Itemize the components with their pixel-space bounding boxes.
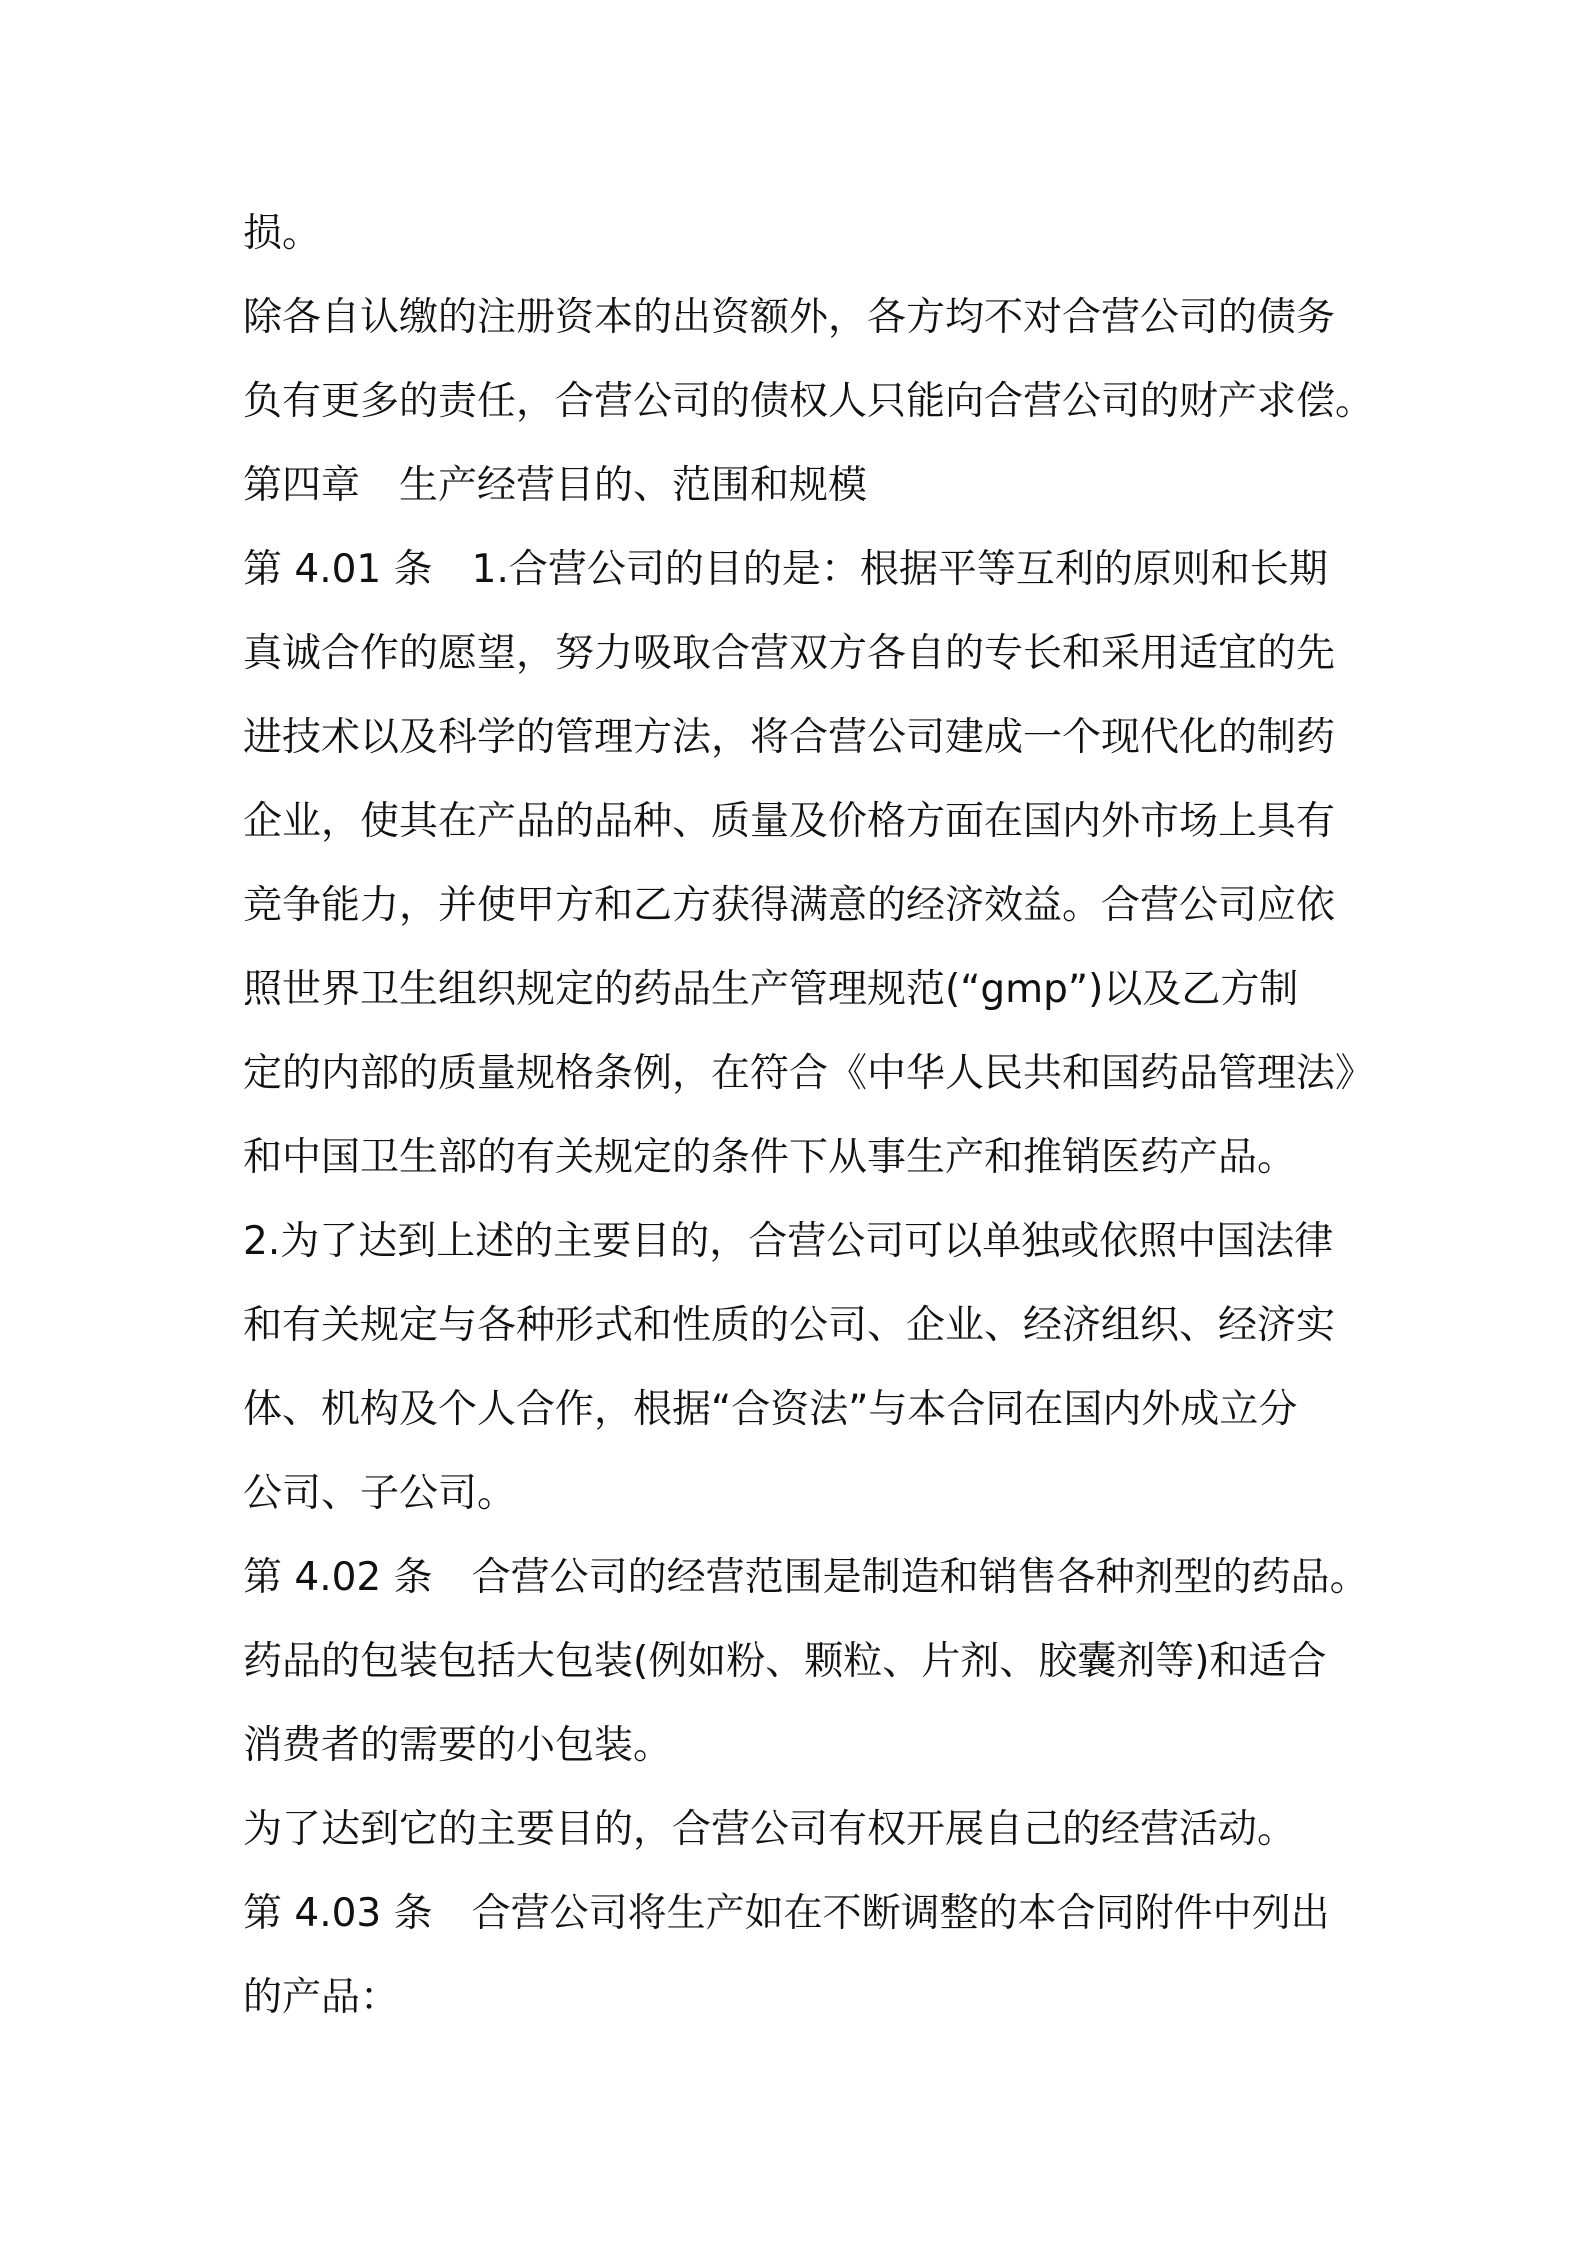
text-line: 体、机构及个人合作，根据“合资法”与本合同在国内外成立分 xyxy=(243,1387,1298,1432)
article-4-03-line: 第 4.03 条 合营公司将生产如在不断调整的本合同附件中列出 xyxy=(243,1891,1330,1936)
text-line: 损。 xyxy=(243,211,322,256)
text-line: 定的内部的质量规格条例，在符合《中华人民共和国药品管理法》 xyxy=(243,1051,1375,1096)
text-line: 企业，使其在产品的品种、质量及价格方面在国内外市场上具有 xyxy=(243,799,1336,844)
text-line: 竞争能力，并使甲方和乙方获得满意的经济效益。合营公司应依 xyxy=(243,883,1336,928)
article-4-02-line: 第 4.02 条 合营公司的经营范围是制造和销售各种剂型的药品。 xyxy=(243,1555,1369,1600)
text-line: 公司、子公司。 xyxy=(243,1471,517,1516)
contract-text xyxy=(243,192,1373,2040)
text-line: 照世界卫生组织规定的药品生产管理规范(“gmp”)以及乙方制 xyxy=(243,967,1299,1012)
text-line: 的产品： xyxy=(243,1975,400,2020)
text-line: 真诚合作的愿望，努力吸取合营双方各自的专长和采用适宜的先 xyxy=(243,631,1336,676)
text-line: 和有关规定与各种形式和性质的公司、企业、经济组织、经济实 xyxy=(243,1303,1336,1348)
chapter-heading: 第四章 生产经营目的、范围和规模 xyxy=(243,463,868,508)
text-line: 除各自认缴的注册资本的出资额外，各方均不对合营公司的债务 xyxy=(243,295,1336,340)
text-line: 药品的包装包括大包装(例如粉、颗粒、片剂、胶囊剂等)和适合 xyxy=(243,1639,1327,1684)
text-line: 为了达到它的主要目的，合营公司有权开展自己的经营活动。 xyxy=(243,1807,1297,1852)
text-line: 2.为了达到上述的主要目的，合营公司可以单独或依照中国法律 xyxy=(243,1219,1334,1264)
text-line: 和中国卫生部的有关规定的条件下从事生产和推销医药产品。 xyxy=(243,1135,1297,1180)
text-line: 消费者的需要的小包装。 xyxy=(243,1723,673,1768)
text-line: 进技术以及科学的管理方法，将合营公司建成一个现代化的制药 xyxy=(243,715,1336,760)
article-4-01-line: 第 4.01 条 1.合营公司的目的是：根据平等互利的原则和长期 xyxy=(243,547,1328,592)
text-line: 负有更多的责任，合营公司的债权人只能向合营公司的财产求偿。 xyxy=(243,379,1375,424)
